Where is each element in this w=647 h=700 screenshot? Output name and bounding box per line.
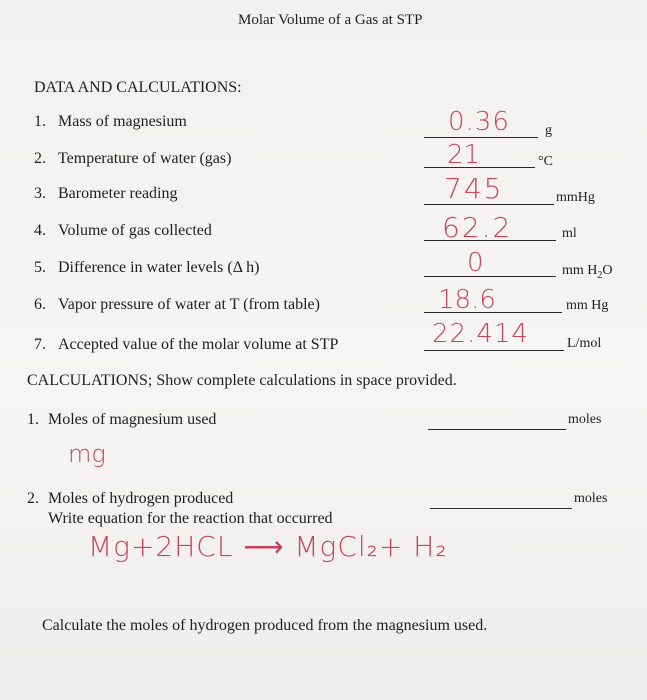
item-7-unit: L/mol (567, 336, 602, 351)
calculations-heading: CALCULATIONS; Show complete calculations in space provided. (27, 372, 457, 389)
item-5-number: 5. (34, 259, 46, 276)
item-1-blank (424, 137, 538, 138)
item-4-unit: ml (562, 226, 577, 241)
calc-q1-number: 1. (27, 411, 39, 428)
item-6-value: 18.6 (438, 285, 496, 315)
item-4-value: 62.2 (442, 211, 513, 244)
calc-q1-unit: moles (568, 412, 602, 427)
item-6-blank (424, 312, 562, 313)
item-3-blank (424, 204, 554, 205)
item-1-number: 1. (34, 113, 46, 130)
item-4-blank (424, 240, 556, 241)
item-2-value: 21 (447, 140, 481, 170)
item-5-label: Difference in water levels (Δ h) (58, 259, 260, 276)
calc-q1-handwriting: mg (68, 440, 106, 468)
calc-q2-unit: moles (574, 491, 608, 506)
item-5-blank (424, 276, 556, 277)
item-3-value: 745 (444, 172, 504, 205)
data-section-heading: DATA AND CALCULATIONS: (34, 79, 242, 96)
item-3-unit: mmHg (556, 190, 595, 205)
page-title: Molar Volume of a Gas at STP (238, 12, 423, 28)
item-7-label: Accepted value of the molar volume at STP (58, 336, 339, 353)
item-4-label: Volume of gas collected (58, 222, 212, 239)
item-3-number: 3. (34, 185, 46, 202)
calc-q2-sub-label: Write equation for the reaction that occurred (48, 510, 333, 527)
item-2-label: Temperature of water (gas) (58, 150, 232, 167)
calc-q1-blank (428, 429, 566, 430)
item-6-unit: mm Hg (566, 298, 609, 313)
calc-q2-label: Moles of hydrogen produced (48, 490, 234, 507)
item-1-unit: g (545, 123, 552, 138)
calc-footer-instruction: Calculate the moles of hydrogen produced from the magnesium used. (42, 617, 488, 634)
item-2-blank (424, 167, 535, 168)
calc-q2-number: 2. (27, 490, 39, 507)
item-6-number: 6. (34, 296, 46, 313)
item-2-number: 2. (34, 150, 46, 167)
calc-q1-label: Moles of magnesium used (48, 411, 217, 428)
item-5-value: 0 (467, 248, 484, 278)
item-1-label: Mass of magnesium (58, 113, 187, 130)
item-6-label: Vapor pressure of water at T (from table) (58, 296, 320, 313)
item-4-number: 4. (34, 222, 46, 239)
item-7-value: 22.414 (432, 319, 529, 349)
item-5-unit: mm $H_2O$ (562, 263, 613, 281)
reaction-equation-handwriting: Mg+2HCL ⟶ MgCl₂+ H₂ (88, 530, 448, 563)
item-1-value: 0.36 (448, 107, 510, 137)
item-3-label: Barometer reading (58, 185, 178, 202)
item-7-blank (424, 350, 564, 351)
item-2-unit: °C (538, 154, 553, 169)
calc-q2-blank (430, 508, 572, 509)
item-7-number: 7. (34, 336, 46, 353)
